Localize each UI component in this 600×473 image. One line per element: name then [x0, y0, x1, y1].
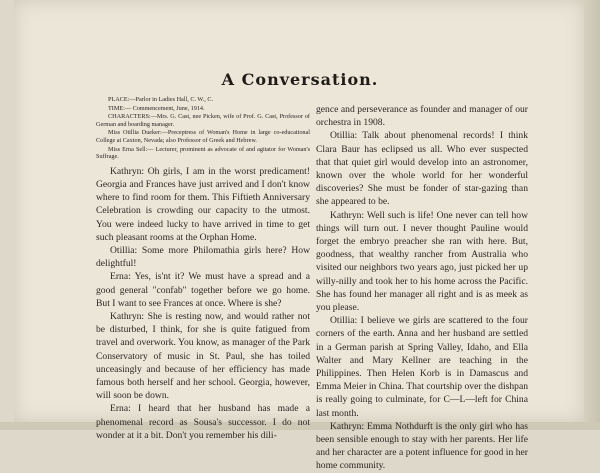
time-line: TIME:— Commencement, June, 1914. [108, 104, 205, 112]
character-otillia: Miss Otillia Dueker:—Preceptress of Woman's Home in large co-educational College at Caxton, Nevada; also Professor of Greek and Hebrew. [96, 129, 310, 144]
paragraph: Otillia: Talk about phenomenal records! I think Clara Baur has eclipsed us all. Who ever suspected that that quiet girl would develop into an astronomer, known over the whole world for her wonderful discoveries? She must be fonder of star-gazing than she appeared to be. [316, 130, 528, 208]
right-column [316, 103, 528, 473]
left-column [96, 96, 310, 442]
paragraph: Otillia: Some more Philomathia girls here? How delightful! [96, 244, 310, 270]
place-line: PLACE:—Parlor in Ladies Hall, C. W., C. [108, 96, 214, 103]
paragraph: Kathryn: Oh girls, I am in the worst predicament! Georgia and Frances have just arrived and I don't know where to find room for them. This Fiftieth Anniversary Celebration is crowding our capacity to the utmost. You were indeed lucky to have arrived in time to get such pleasant rooms at the Orphan Home. [96, 165, 310, 243]
paragraph: Erna: Yes, is'nt it? We must have a spread and a good general "confab" together before we go home. But I want to see Frances at once. Where is she? [96, 271, 310, 309]
paragraph: Kathryn: She is resting now, and would rather not be disturbed, I think, for she is quite fatigued from travel and overwork. You know, as manager of the Park Conservatory of music in St. Paul, she has toiled unceasingly and because of her efficiency has made famous both herself and her school. Georgia, however, will soon be down. [96, 310, 310, 402]
page-title: A Conversation. [221, 70, 379, 89]
characters-line: CHARACTERS:—Mrs. G. Cast, nee Picken, wife of Prof. G. Cast, Professor of German and boarding manager. [96, 113, 310, 128]
paragraph: Kathryn: Well such is life! One never can tell how things will turn out. I never thought Pauline would forget the embryo preacher she ran with here. But, goodness, that wealthy rancher from Australia who visited our neighbors two years ago, just picked her up willy-nilly and took her to his home across the Pacific. She has found her manager all right and is as meek as you please. [316, 209, 528, 314]
scene-header [96, 96, 310, 161]
character-erna: Miss Erna Sell:— Lecturer, prominent as advocate of and agitator for Woman's Suffrage. [96, 145, 310, 161]
paragraph: Kathryn: Emma Nothdurft is the only girl who has been sensible enough to stay with her parents. Her life and her character are a potent influence for good in her home community. [316, 420, 528, 472]
paragraph: Otillia: I believe we girls are scattered to the four corners of the earth. Anna and her husband are settled in a German parish at Spring Valley, Idaho, and Ella Walter and Mary Kellner are teaching in the Philippines. Then Helen Korb is in Damascus and Emma Meier in China. That courtship over the dishpan is really going to culminate, for C—L—left for China last month. [316, 315, 528, 419]
page-edge [584, 0, 600, 430]
paragraph: Erna: I heard that her husband has made a phenomenal record as Sousa's successor. I do not wonder at it a bit. Don't you remember his dili- [96, 403, 310, 441]
paragraph: gence and perseverance as founder and manager of our orchestra in 1908. [316, 104, 528, 129]
